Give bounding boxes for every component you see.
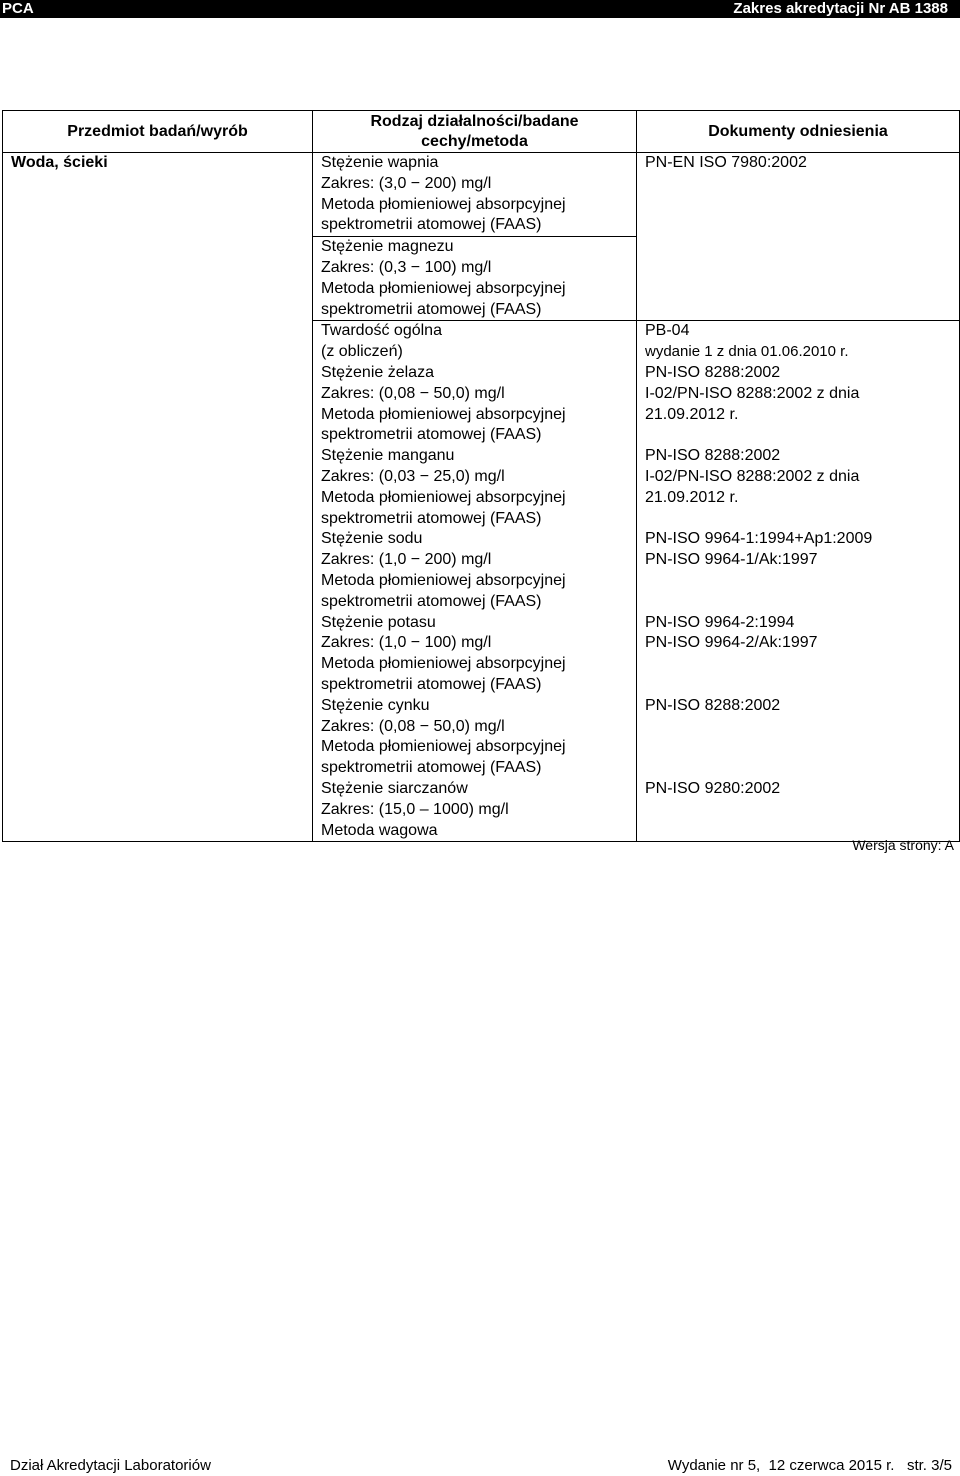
method-line: Metoda płomieniowej absorpcyjnej <box>321 738 566 756</box>
table-header-row <box>3 111 960 153</box>
method-line: spektrometrii atomowej (FAAS) <box>321 216 542 234</box>
method-line: Stężenie cynku <box>321 696 430 714</box>
method-line: Zakres: (0,03 − 25,0) mg/l <box>321 467 505 485</box>
method-line: Metoda płomieniowej absorpcyjnej <box>321 488 566 506</box>
method-line: Zakres: (0,08 − 50,0) mg/l <box>321 384 505 402</box>
method-line: Stężenie magnezu <box>321 238 454 256</box>
document-reference: PN-ISO 8288:2002 <box>645 447 781 465</box>
column-header-method <box>313 111 637 153</box>
method-line: spektrometrii atomowej (FAAS) <box>321 300 542 318</box>
document-block-sodium <box>645 529 951 571</box>
document-block-zinc <box>645 696 951 717</box>
method-line: Zakres: (15,0 – 1000) mg/l <box>321 800 509 818</box>
header-title: Zakres akredytacji Nr AB 1388 <box>733 0 948 17</box>
method-line: spektrometrii atomowej (FAAS) <box>321 509 542 527</box>
document-reference: 21.09.2012 r. <box>645 405 739 423</box>
document-reference: PN-EN ISO 7980:2002 <box>645 154 807 171</box>
method-line: Stężenie siarczanów <box>321 779 468 797</box>
method-line: spektrometrii atomowej (FAAS) <box>321 592 542 610</box>
method-line: Zakres: (0,08 − 50,0) mg/l <box>321 717 505 735</box>
method-line: Zakres: (0,3 − 100) mg/l <box>321 258 492 276</box>
document-block-potassium <box>645 613 951 655</box>
page-footer <box>10 1456 952 1476</box>
document-reference: I-02/PN-ISO 8288:2002 z dnia <box>645 384 860 402</box>
method-line: Stężenie sodu <box>321 530 423 548</box>
subject-cell: Woda, ścieki <box>3 153 313 842</box>
accreditation-table <box>2 110 960 842</box>
document-reference: PN-ISO 9964-1:1994+Ap1:2009 <box>645 530 873 548</box>
footer-department: Dział Akredytacji Laboratoriów <box>10 1457 211 1474</box>
document-reference: PN-ISO 9280:2002 <box>645 779 781 797</box>
document-block-sulphates <box>645 779 951 800</box>
method-line: (z obliczeń) <box>321 343 403 361</box>
method-line: Zakres: (3,0 − 200) mg/l <box>321 174 492 192</box>
document-reference: I-02/PN-ISO 8288:2002 z dnia <box>645 467 860 485</box>
method-line: spektrometrii atomowej (FAAS) <box>321 426 542 444</box>
document-reference: PN-ISO 9964-1/Ak:1997 <box>645 551 818 569</box>
document-cell-calcium-magnesium <box>637 153 960 321</box>
document-block-manganese <box>645 446 951 508</box>
column-header-subject: Przedmiot badań/wyrób <box>3 111 313 153</box>
method-line: Twardość ogólna <box>321 322 442 340</box>
method-line: Metoda płomieniowej absorpcyjnej <box>321 571 566 589</box>
column-header-method-text: Rodzaj działalności/badane cechy/metoda <box>370 112 579 150</box>
method-line: spektrometrii atomowej (FAAS) <box>321 759 542 777</box>
method-line: Metoda płomieniowej absorpcyjnej <box>321 195 566 213</box>
method-line: Metoda wagowa <box>321 821 438 839</box>
method-line: Stężenie wapnia <box>321 154 439 171</box>
method-line: Zakres: (1,0 − 100) mg/l <box>321 634 492 652</box>
footer-edition: Wydanie nr 5, 12 czerwca 2015 r. <box>667 1457 895 1474</box>
method-line: Zakres: (1,0 − 200) mg/l <box>321 551 492 569</box>
footer-edition-page <box>668 1456 952 1476</box>
method-line: Stężenie żelaza <box>321 363 434 381</box>
column-header-documents: Dokumenty odniesienia <box>637 111 960 153</box>
method-cell-magnesium <box>313 237 637 321</box>
document-block-hardness <box>645 321 951 363</box>
document-edition: wydanie 1 z dnia 01.06.2010 r. <box>645 343 849 361</box>
page-version: Wersja strony: A <box>852 837 954 853</box>
method-line: spektrometrii atomowej (FAAS) <box>321 675 542 693</box>
document-reference: 21.09.2012 r. <box>645 488 739 506</box>
header-org: PCA <box>2 0 34 17</box>
method-line: Stężenie potasu <box>321 613 436 631</box>
method-cell-other <box>313 321 637 842</box>
document-reference: PN-ISO 8288:2002 <box>645 363 781 381</box>
document-reference: PB-04 <box>645 322 690 340</box>
footer-page-number: str. 3/5 <box>906 1457 952 1474</box>
method-line: Stężenie manganu <box>321 447 455 465</box>
method-line: Metoda płomieniowej absorpcyjnej <box>321 405 566 423</box>
document-cell-other <box>637 321 960 842</box>
method-cell-calcium <box>313 153 637 237</box>
table-row <box>3 153 960 237</box>
document-block-iron <box>645 363 951 425</box>
page-header <box>0 0 960 18</box>
document-reference: PN-ISO 9964-2:1994 <box>645 613 795 631</box>
document-reference: PN-ISO 8288:2002 <box>645 696 781 714</box>
method-line: Metoda płomieniowej absorpcyjnej <box>321 279 566 297</box>
method-line: Metoda płomieniowej absorpcyjnej <box>321 655 566 673</box>
document-reference: PN-ISO 9964-2/Ak:1997 <box>645 634 818 652</box>
